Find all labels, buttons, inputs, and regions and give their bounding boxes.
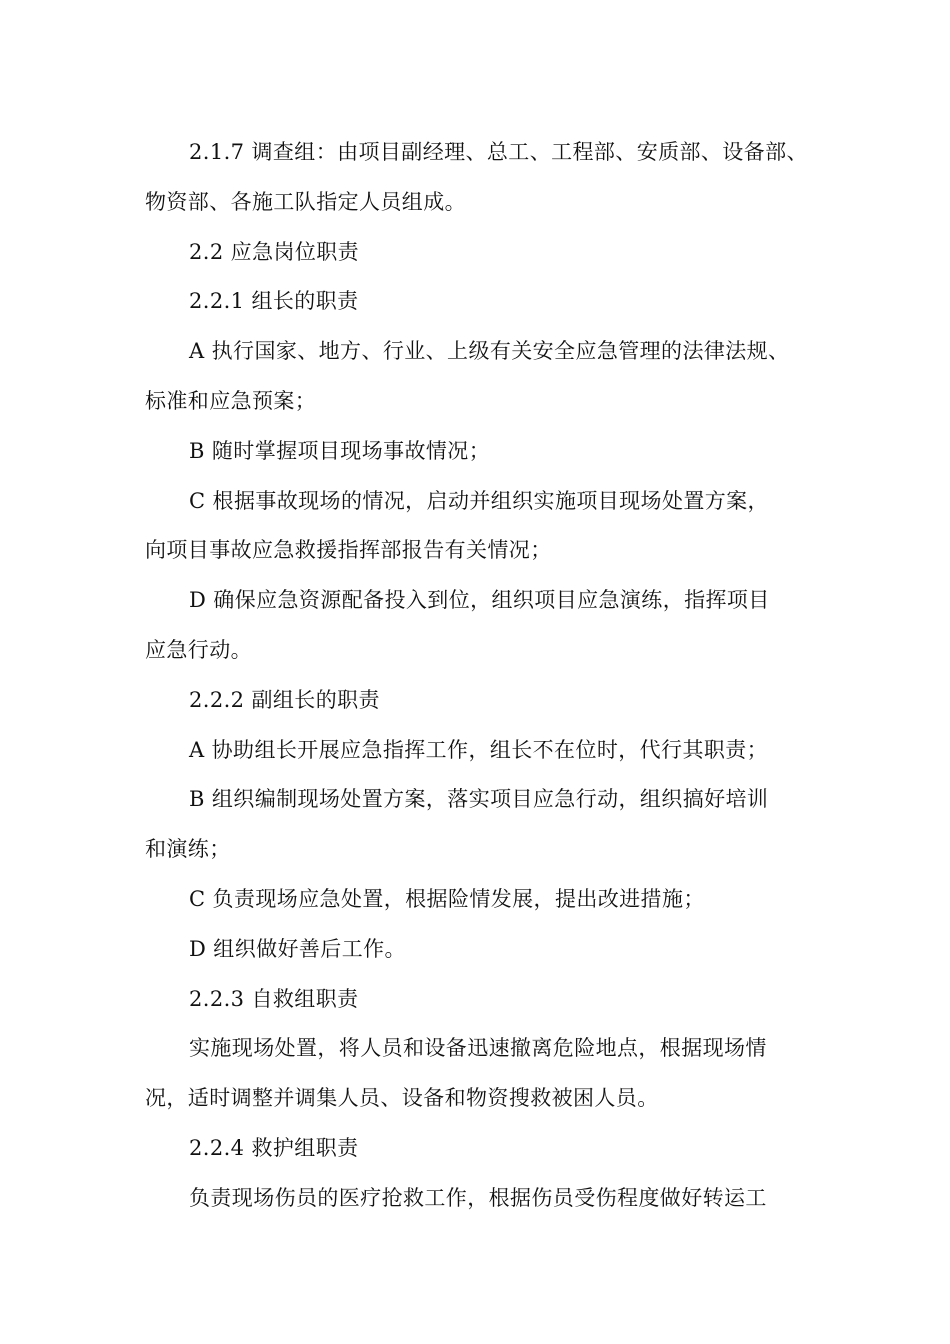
text-line: 应急行动。 [145,637,252,662]
text-line: 向项目事故应急救援指挥部报告有关情况； [145,538,552,563]
text-line: B 随时掌握项目现场事故情况； [189,438,491,463]
document-body [145,128,835,1224]
text-line: 况，适时调整并调集人员、设备和物资搜救被困人员。 [145,1086,659,1111]
text-line: D 确保应急资源配备投入到位，组织项目应急演练，指挥项目 [189,588,770,613]
text-line: 2.2.3 自救组职责 [189,986,359,1011]
text-line: 实施现场处置，将人员和设备迅速撤离危险地点，根据现场情 [189,1036,767,1061]
text-line: 2.2.2 副组长的职责 [189,687,380,712]
text-line: C 根据事故现场的情况，启动并组织实施项目现场处置方案， [189,488,769,513]
text-line: 标准和应急预案； [145,388,317,413]
text-line: 负责现场伤员的医疗抢救工作，根据伤员受伤程度做好转运工 [189,1185,767,1210]
text-line: 2.2.4 救护组职责 [189,1135,359,1160]
text-line: 2.1.7 调查组：由项目副经理、总工、工程部、安质部、设备部、 [189,140,808,164]
text-line: 2.2 应急岗位职责 [189,239,360,264]
text-line: 物资部、各施工队指定人员组成。 [145,189,466,214]
text-line: B 组织编制现场处置方案，落实项目应急行动，组织搞好培训 [189,787,769,812]
text-line: 和演练； [145,837,231,862]
text-line: 2.2.1 组长的职责 [189,289,359,314]
text-line: D 组织做好善后工作。 [189,936,406,961]
text-line: A 执行国家、地方、行业、上级有关安全应急管理的法律法规、 [189,339,790,364]
text-line: C 负责现场应急处置，根据险情发展，提出改进措施； [189,886,705,911]
text-line: A 协助组长开展应急指挥工作，组长不在位时，代行其职责； [189,737,769,762]
